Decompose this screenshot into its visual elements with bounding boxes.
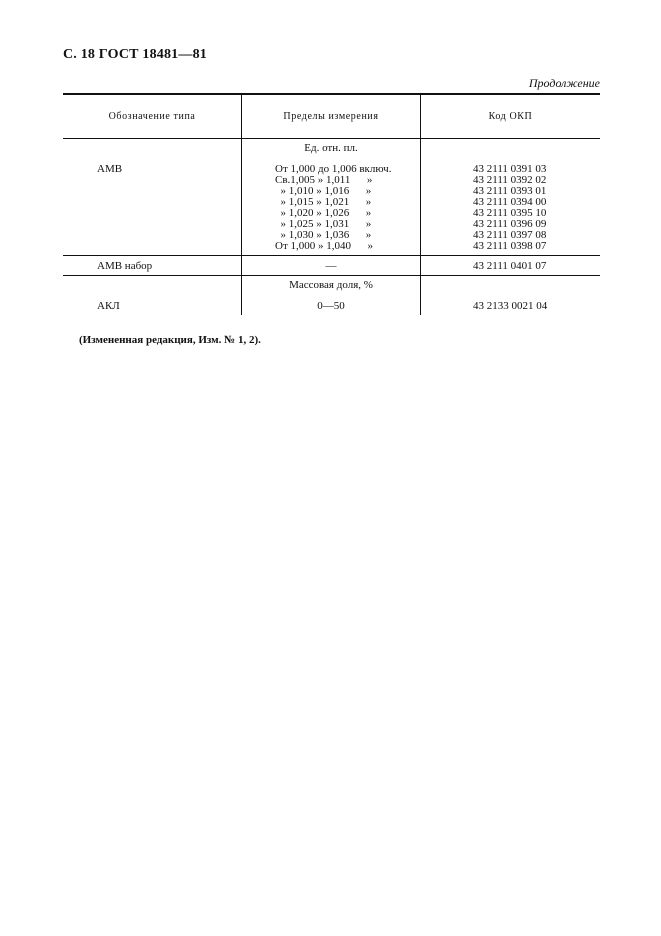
range-row: Св.1,005 » 1,011 » <box>275 174 373 186</box>
code-row: 43 2111 0391 03 <box>473 163 547 175</box>
unit-relative-density: Ед. отн. пл. <box>304 142 358 154</box>
code-row: 43 2111 0395 10 <box>473 207 547 219</box>
page-header: С. 18 ГОСТ 18481—81 <box>63 47 207 62</box>
continuation-label: Продолжение <box>528 76 600 90</box>
header-type: Обозначение типа <box>108 111 196 122</box>
range-row: » 1,010 » 1,016 » <box>275 185 372 197</box>
range-row: » 1,030 » 1,036 » <box>275 229 372 241</box>
amendment-note: (Измененная редакция, Изм. № 1, 2). <box>79 334 261 346</box>
header-bottom-rule <box>63 138 600 139</box>
header-code: Код ОКП <box>488 111 533 122</box>
spec-table <box>63 93 600 315</box>
range-akl: 0—50 <box>317 300 345 312</box>
range-row: От 1,000 » 1,040 » <box>275 240 374 252</box>
code-row: 43 2111 0396 09 <box>473 218 547 230</box>
code-row: 43 2111 0394 00 <box>473 196 547 208</box>
range-row: » 1,015 » 1,021 » <box>275 196 372 208</box>
range-amv-set: — <box>325 260 337 272</box>
header-range: Пределы измерения <box>283 111 379 122</box>
unit-mass-fraction: Массовая доля, % <box>289 279 373 291</box>
code-amv-set: 43 2111 0401 07 <box>473 260 547 272</box>
range-row: » 1,020 » 1,026 » <box>275 207 372 219</box>
code-row: 43 2111 0398 07 <box>473 240 547 252</box>
code-akl: 43 2133 0021 04 <box>473 300 548 312</box>
amv-bottom-rule <box>63 255 600 256</box>
range-row: От 1,000 до 1,006 включ. <box>275 163 392 175</box>
table-top-rule <box>63 93 600 95</box>
range-row: » 1,025 » 1,031 » <box>275 218 372 230</box>
type-amv-set: АМВ набор <box>97 260 153 272</box>
type-amv: АМВ <box>97 163 123 175</box>
type-akl: АКЛ <box>97 300 120 312</box>
code-row: 43 2111 0397 08 <box>473 229 547 241</box>
code-row: 43 2111 0393 01 <box>473 185 547 197</box>
code-row: 43 2111 0392 02 <box>473 174 547 186</box>
amv-set-bottom-rule <box>63 275 600 276</box>
col-divider-2 <box>420 93 421 315</box>
